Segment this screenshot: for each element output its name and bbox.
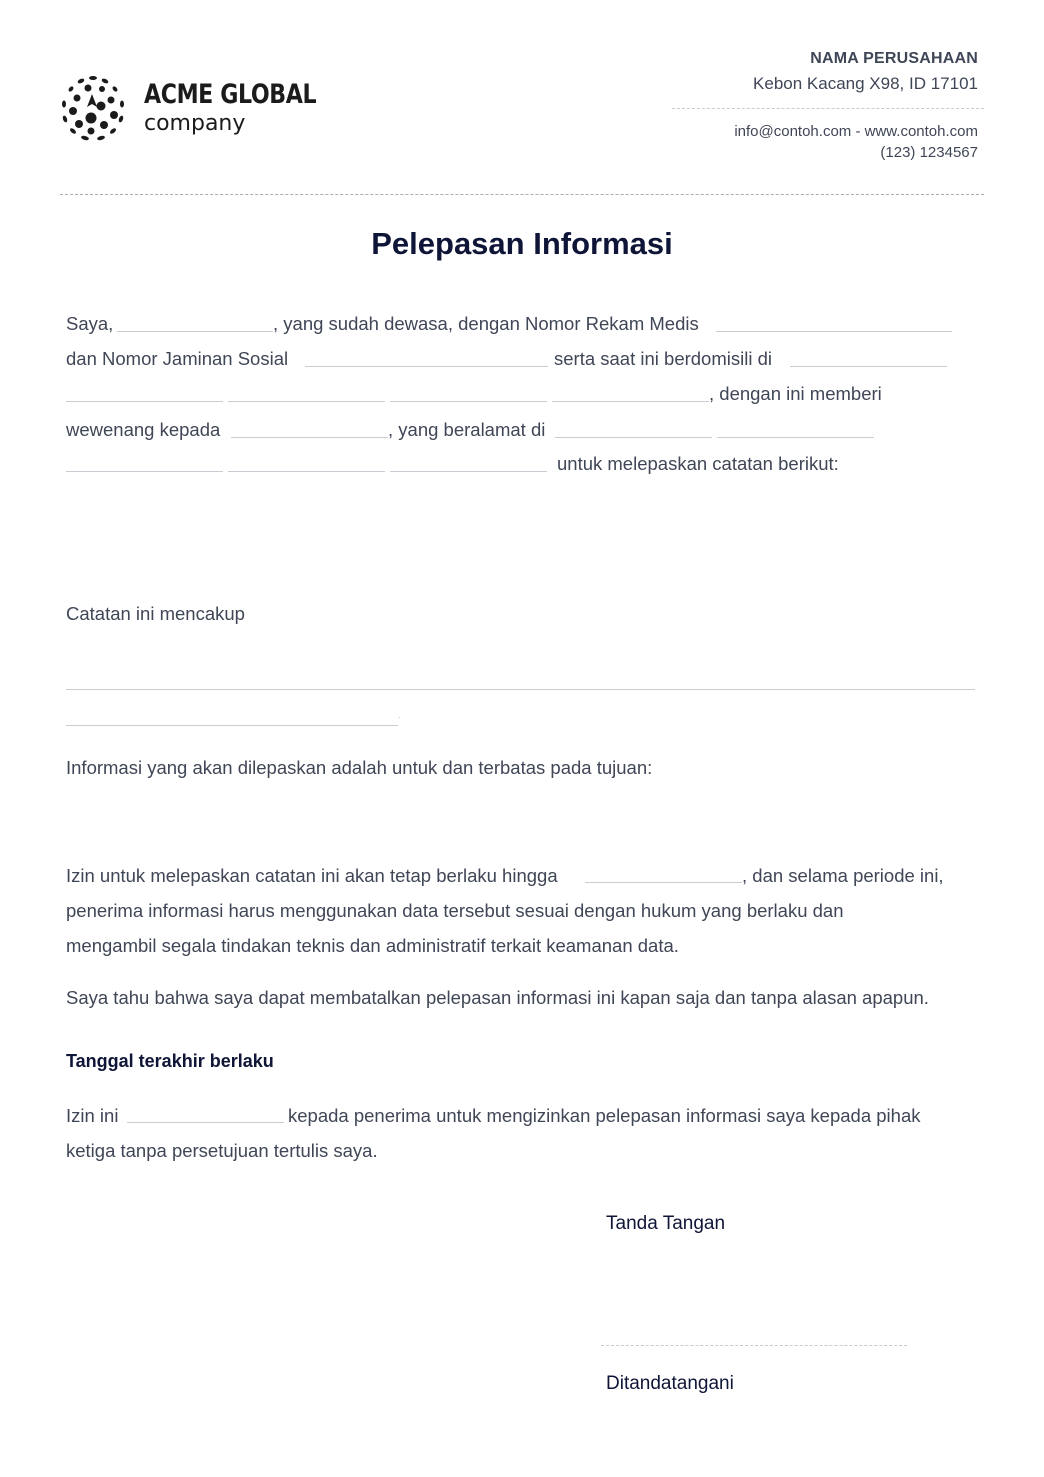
- signature-label: Tanda Tangan: [606, 1213, 726, 1234]
- domicile-field-4[interactable]: [390, 401, 547, 402]
- recipient-address-field-4[interactable]: [228, 471, 385, 472]
- p1-line5-a: untuk melepaskan catatan berikut:: [557, 453, 839, 474]
- p1-line3-a: , dengan ini memberi: [709, 383, 882, 404]
- p1-line1-b: , yang sudah dewasa, dengan Nomor Rekam Medis: [273, 313, 699, 334]
- company-contact: info@contoh.com - www.contoh.com: [734, 123, 978, 140]
- expiry-heading: Tanggal terakhir berlaku: [66, 1051, 274, 1071]
- validity-line1-a: Izin untuk melepaskan catatan ini akan tetap berlaku hingga: [66, 865, 558, 886]
- p1-line2-b: serta saat ini berdomisili di: [554, 348, 772, 369]
- company-info: [668, 50, 978, 161]
- purpose-label: Informasi yang akan dilepaskan adalah untuk dan terbatas pada tujuan:: [66, 757, 653, 778]
- records-label: Catatan ini mencakup: [66, 603, 245, 624]
- company-name: NAMA PERUSAHAAN: [810, 50, 978, 67]
- domicile-field-3[interactable]: [228, 401, 385, 402]
- records-end-period: .: [398, 710, 401, 721]
- permission-field[interactable]: [127, 1122, 284, 1123]
- signature-line[interactable]: [601, 1345, 907, 1346]
- company-divider: [672, 108, 984, 109]
- domicile-field-5[interactable]: [552, 401, 709, 402]
- domicile-field-1[interactable]: [790, 366, 947, 367]
- valid-until-field[interactable]: [585, 882, 742, 883]
- signed-label: Ditandatangani: [606, 1373, 734, 1394]
- medical-record-number-field[interactable]: [716, 331, 952, 332]
- p1-line4-b: , yang beralamat di: [388, 419, 546, 440]
- company-logo: [60, 74, 354, 142]
- globe-dots-logo-icon: [60, 74, 126, 142]
- recipient-address-field-5[interactable]: [390, 471, 547, 472]
- validity-line3: mengambil segala tindakan teknis dan administratif terkait keamanan data.: [66, 935, 679, 956]
- recipient-address-field-2[interactable]: [717, 437, 874, 438]
- p1-line2-a: dan Nomor Jaminan Sosial: [66, 348, 289, 369]
- name-field[interactable]: [117, 331, 273, 332]
- validity-line2: penerima informasi harus menggunakan data tersebut sesuai dengan hukum yang berlaku dan: [66, 900, 844, 921]
- recipient-address-field-1[interactable]: [555, 437, 712, 438]
- logo-subtitle: company: [144, 111, 246, 136]
- permission-line2: ketiga tanpa persetujuan tertulis saya.: [66, 1140, 378, 1161]
- logo-title: ACME GLOBAL: [144, 79, 317, 110]
- social-security-number-field[interactable]: [305, 366, 548, 367]
- header-divider: [60, 194, 984, 195]
- company-phone: (123) 1234567: [880, 144, 978, 161]
- domicile-field-2[interactable]: [66, 401, 223, 402]
- recipient-address-field-3[interactable]: [66, 471, 223, 472]
- company-address: Kebon Kacang X98, ID 17101: [753, 74, 978, 93]
- revocation-text: Saya tahu bahwa saya dapat membatalkan pelepasan informasi ini kapan saja dan tanpa alasan apapun.: [66, 987, 929, 1008]
- validity-line1-b: , dan selama periode ini,: [742, 865, 944, 886]
- p1-line1-a: Saya,: [66, 313, 114, 334]
- document-title: Pelepasan Informasi: [371, 226, 673, 261]
- records-field-1[interactable]: [66, 689, 975, 690]
- records-field-2[interactable]: [66, 725, 398, 726]
- permission-line1-a: Izin ini: [66, 1105, 119, 1126]
- permission-line1-b: kepada penerima untuk mengizinkan pelepasan informasi saya kepada pihak: [288, 1105, 921, 1126]
- p1-line4-a: wewenang kepada: [66, 419, 221, 440]
- recipient-name-field[interactable]: [231, 437, 388, 438]
